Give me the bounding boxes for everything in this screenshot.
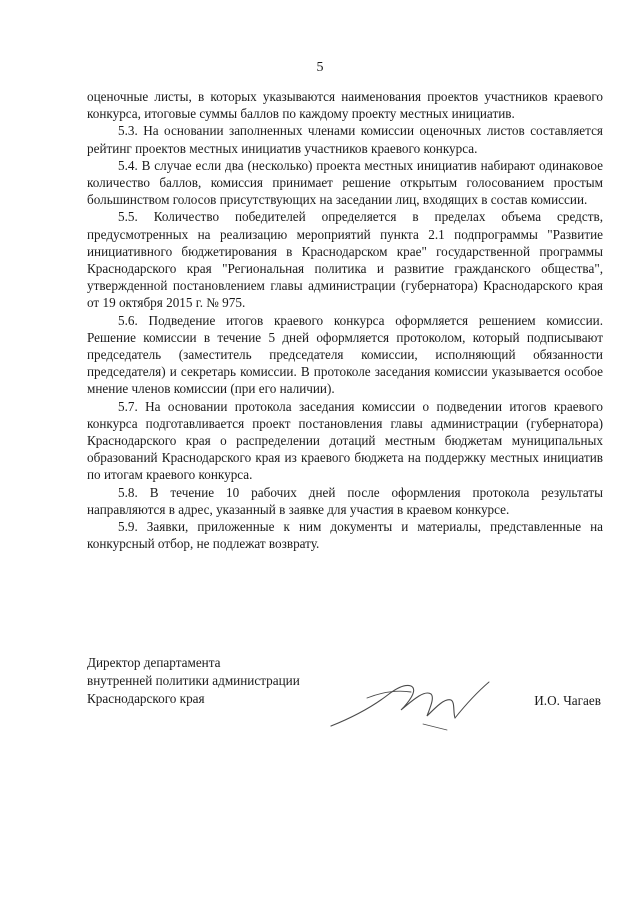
document-body [87, 88, 603, 552]
paragraph-5-7: 5.7. На основании протокола заседания комиссии о подведении итогов краевого конкурса подготавливается проект постановления главы администрации (губернатора) Краснодарского края о распределении дотаций местным бюджетам муниципальных образований Краснодарского края из краевого бюджета на поддержку местных инициатив по итогам краевого конкурса. [87, 398, 603, 483]
paragraph-5-3: 5.3. На основании заполненных членами комиссии оценочных листов составляется рейтинг проектов местных инициатив участников краевого конкурса. [87, 123, 603, 156]
signatory-name: И.О. Чагаев [534, 693, 601, 708]
handwritten-signature [327, 668, 497, 738]
signatory-position-line: Директор департамента [87, 655, 221, 670]
signatory-position [87, 654, 300, 708]
paragraph-continuation: оценочные листы, в которых указываются наименования проектов участников краевого конкурса, итоговые суммы баллов по каждому проекту местных инициатив. [87, 89, 603, 122]
signatory-position-line: Краснодарского края [87, 691, 205, 706]
paragraph-5-6: 5.6. Подведение итогов краевого конкурса оформляется решением комиссии. Решение комиссии в течение 5 дней оформляется протоколом, который подписывают председатель (заместитель председателя комиссии, исполняющий обязанности председателя) и секретарь комиссии. В протоколе заседания комиссии указывается особое мнение членов комиссии (при его наличии). [87, 312, 603, 397]
paragraph-5-5: 5.5. Количество победителей определяется в пределах объема средств, предусмотренных на реализацию мероприятий пункта 2.1 подпрограммы "Развитие инициативного бюджетирования в Краснодарском крае" государственной программы Краснодарского края "Региональная политика и развитие гражданского общества", утвержденной постановлением главы администрации (губернатора) Краснодарского края от 19 октября 2015 г. № 975. [87, 209, 603, 311]
paragraph-5-4: 5.4. В случае если два (несколько) проекта местных инициатив набирают одинаковое количество баллов, комиссия принимает решение открытым голосованием простым большинством голосов присутствующих на заседании лиц, входящих в состав комиссии. [87, 157, 603, 208]
paragraph-5-9: 5.9. Заявки, приложенные к ним документы и материалы, представленные на конкурсный отбор, не подлежат возврату. [87, 519, 603, 552]
signatory-position-line: внутренней политики администрации [87, 673, 300, 688]
paragraph-5-8: 5.8. В течение 10 рабочих дней после оформления протокола результаты направляются в адрес, указанный в заявке для участия в краевом конкурсе. [87, 484, 603, 517]
page-number: 5 [316, 60, 324, 75]
signature-block [87, 654, 603, 744]
